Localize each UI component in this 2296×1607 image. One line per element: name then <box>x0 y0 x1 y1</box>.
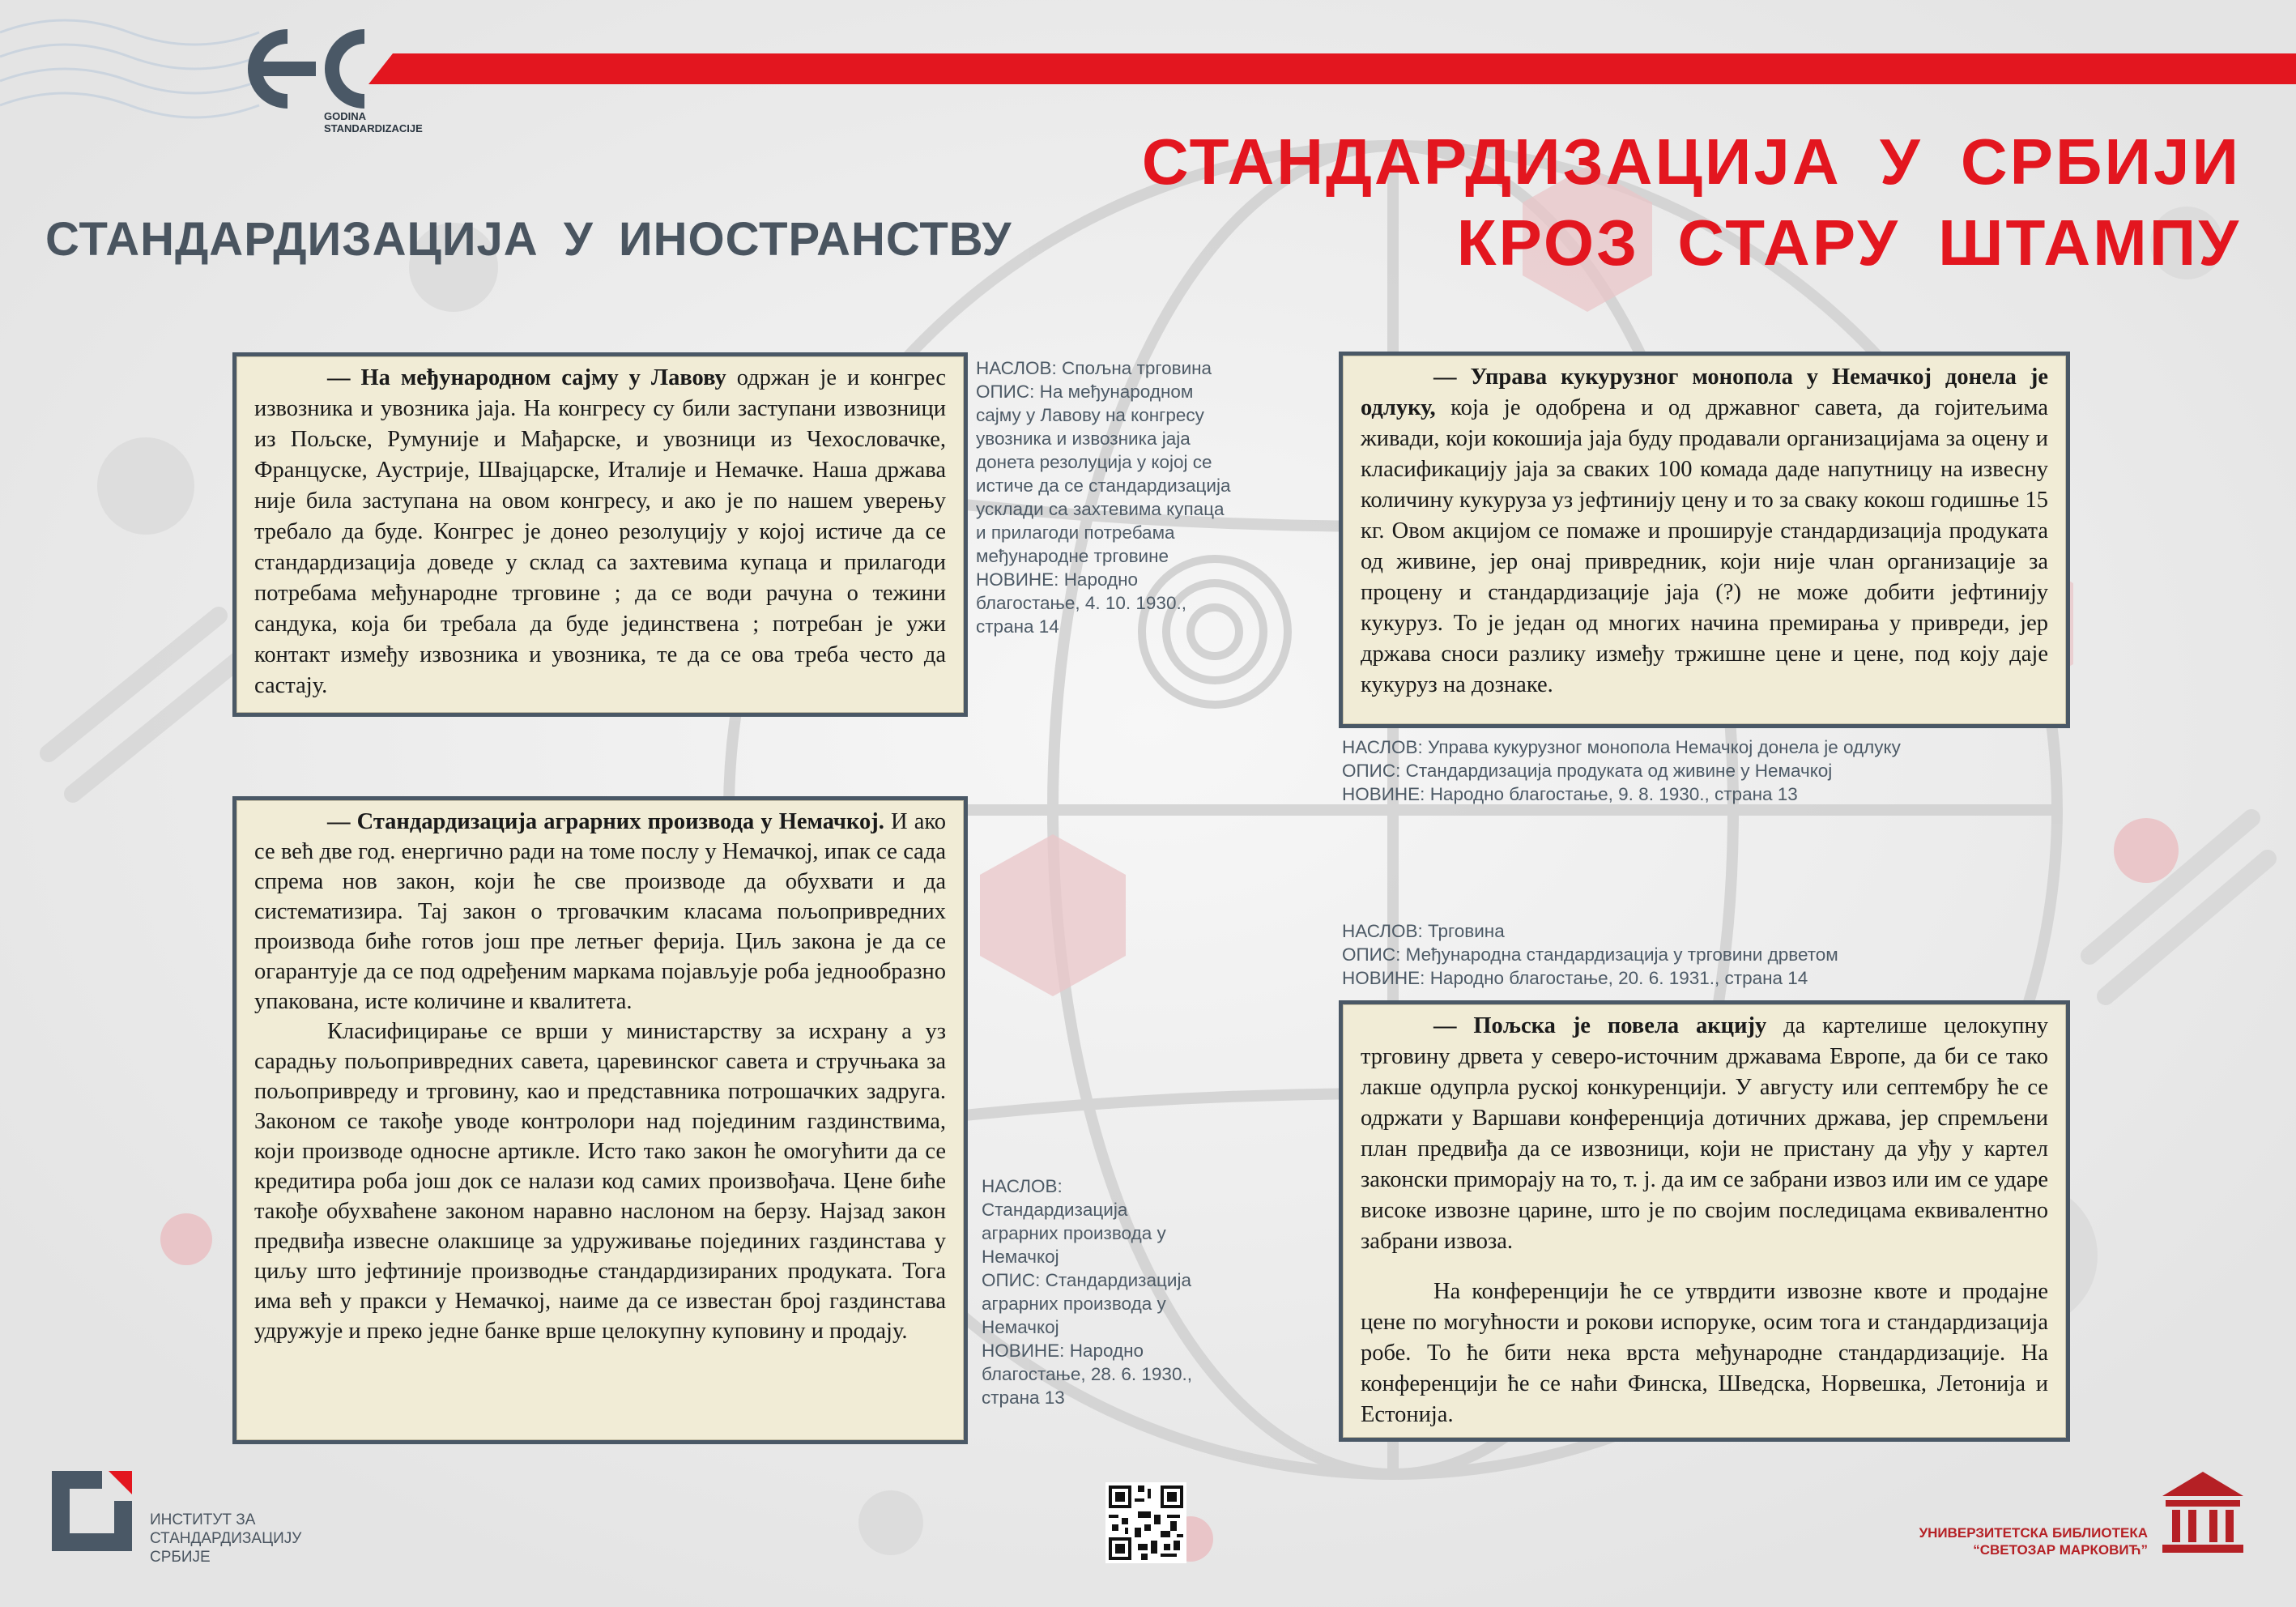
iss-line3: СРБИЈЕ <box>150 1549 211 1566</box>
clipping-body: да картелише целокупну трговину дрвета у северо-источним државама Европе, да би се тако лакше одупрла руској конкуренцији. У августу или септембру ће се одржати у Варшави конференција дотичних држава, јер спремљени план предвиђа да се извозници, који не пристану да уђу у картел законски приморају на то, т. ј. да им се забрани извоз или им се ударе високе извозне царине, што је по својим последицама еквивалентно забрани извоза. <box>1361 1013 2048 1254</box>
clipping-lead: — На међународном сајму у Лавову <box>327 365 726 390</box>
caption-description: ОПИС: Стандардизација аграрних производа у Немачкој <box>982 1270 1191 1337</box>
university-library-name <box>1919 1524 2148 1558</box>
caption-poland-timber <box>1342 919 2071 990</box>
logo-text-line2: STANDARDIZACIJE <box>324 122 423 134</box>
caption-source: НОВИНЕ: Народно благостање, 20. 6. 1931., страна 14 <box>1342 968 1808 988</box>
logo-text-line1: GODINA <box>324 110 366 122</box>
clipping-body: која је одобрена и од државног савета, да гојитељима живади, који кокошија јаја буду продавали организацијама за оцену и класификацију јаја за сваких 100 комада даде напутницу на извесну количину кукуруза уз јефтинију цену и то за сваку кокош годишње 15 кг. Овом акцијом се помаже и проширује стандардизација продуката од живине, јер онај привредник, који није члан организације за процену и стандардизације јаја (?) не може добити јефтинију кукуруз. То је један од многих начина премирања у привреди, јер држава сноси разлику између тржишне цене и цене, под коју даје кукуруз на дознаке. <box>1361 395 2048 697</box>
iss-line1: ИНСТИТУТ ЗА <box>150 1511 256 1528</box>
ub-line2: “СВЕТОЗАР МАРКОВИЋ” <box>1973 1542 2148 1558</box>
clipping-lead: — Пољска је повела акцију <box>1433 1013 1767 1038</box>
page-title <box>1142 121 2241 283</box>
caption-title: НАСЛОВ: Стандардизација аграрних производа у Немачкој <box>982 1176 1166 1267</box>
caption-title: НАСЛОВ: Управа кукурузног монопола Немачкој донела је одлуку <box>1342 737 1901 757</box>
caption-lavov-fair <box>976 356 1235 638</box>
ninety-years-logo-text <box>324 110 423 134</box>
qr-code-icon[interactable] <box>1105 1482 1186 1563</box>
caption-title: НАСЛОВ: Спољна трговина <box>976 358 1212 378</box>
caption-corn-monopoly <box>1342 735 2071 806</box>
ub-line1: УНИВЕРЗИТЕТСКА БИБЛИОТЕКА <box>1919 1525 2148 1541</box>
clipping-body: И ако се већ две год. енергично ради на томе послу у Немачкој, ипак се сада спрема нов закон, који ће све производе да обухвати и да систематизира. Тај закон о трговачким класама пољопривредних производа биће готов још пре летњег ферија. Циљ закона је да се огарантује да се под одређеним маркама појављује роба једнообразно упакована, исте количине и квалитета. <box>254 809 946 1014</box>
title-line1: СТАНДАРДИЗАЦИЈА У СРБИЈИ <box>1141 126 2241 198</box>
iss-line2: СТАНДАРДИЗАЦИЈУ <box>150 1530 302 1547</box>
clipping-corn-monopoly <box>1339 352 2070 728</box>
caption-description: ОПИС: Стандардизација продуката од живине у Немачкој <box>1342 761 1833 781</box>
clipping-lead: — Управа кукурузног монопола у Немачкој донела је одлуку, <box>1361 364 2048 420</box>
clipping-germany-agrarian <box>232 796 968 1444</box>
caption-germany-agrarian <box>982 1174 1200 1409</box>
clipping-lavov-fair <box>232 352 968 717</box>
caption-source: НОВИНЕ: Народно благостање, 28. 6. 1930., страна 13 <box>982 1341 1192 1408</box>
caption-description: ОПИС: Међународна стандардизација у трговини дрветом <box>1342 944 1838 965</box>
iss-name <box>150 1511 301 1567</box>
title-line2: КРОЗ СТАРУ ШТАМПУ <box>1456 207 2241 279</box>
iss-logo-icon <box>45 1464 138 1558</box>
caption-title: НАСЛОВ: Трговина <box>1342 921 1505 941</box>
caption-description: ОПИС: На међународном сајму у Лавову на конгресу увозника и извозника јаја донета резолуција у којој се истиче да се стандардизација усклади са захтевима купаца и прилагоди потребама међународне трговине <box>976 382 1231 566</box>
university-library-logo-icon <box>2154 1468 2251 1557</box>
clipping-poland-timber <box>1339 1000 2070 1442</box>
clipping-lead: — Стандардизација аграрних производа у Немачкој. <box>327 809 884 834</box>
section-subtitle: СТАНДАРДИЗАЦИЈА У ИНОСТРАНСТВУ <box>45 213 1012 266</box>
caption-source: НОВИНЕ: Народно благостање, 9. 8. 1930., страна 13 <box>1342 784 1798 804</box>
clipping-body-2: Класифицирање се врши у министарству за исхрану а уз сарадњу пољопривредних савета, царевинског савета и стручњака за пољопривреду и трговину, као и представника потрошачких задруга. Законом се такође уводе контролори над појединим газдинствима, који производе односне артикле. Исто тако закон ће омогућити да се кредитира роба још док се налази код самих произвођача. Цене биће такође обухваћене законом наравно наслоном на берзу. Најзад закон предвиђа извесне олакшице за удруживање појединих газдинстава у циљу што јефтиније производње стандардизираних продуката. Тога има већ у пракси у Немачкој, наиме да се известан број газдинстава удружује и преко једне банке врше целокупну куповину и продају. <box>254 1019 946 1344</box>
ninety-years-logo-icon <box>243 24 405 113</box>
clipping-body: одржан је и конгрес извозника и увозника јаја. На конгресу су били заступани извозници из Пољске, Румуније и Мађарске, и увозници из Чехословачке, Француске, Аустрије, Швајцарске, Италије и Немачке. Наша држава није била заступана на овом конгресу, и ако је по нашем уверењу требало да буде. Конгрес је донео резолуцију у којој истиче да се стандардизација доведе у склад са захтевима купаца и прилагоди потребама међународне трговине ; да се води рачуна о тежини сандука, која би требала да буде јединствена ; потребан је ужи контакт између извозника и увозника, те да се ова треба често да састају. <box>254 365 946 698</box>
clipping-body-2: На конференцији ће се утврдити извозне квоте и продајне цене по могућности и рокови испоруке, осим тога и стандардизација робе. То ће бити нека врста међународне стандардизације. На конференцији ће се наћи Финска, Шведска, Норвешка, Летонија и Естонија. <box>1361 1279 2048 1427</box>
caption-source: НОВИНЕ: Народно благостање, 4. 10. 1930., страна 14 <box>976 569 1186 637</box>
header-red-bar <box>393 53 2296 84</box>
